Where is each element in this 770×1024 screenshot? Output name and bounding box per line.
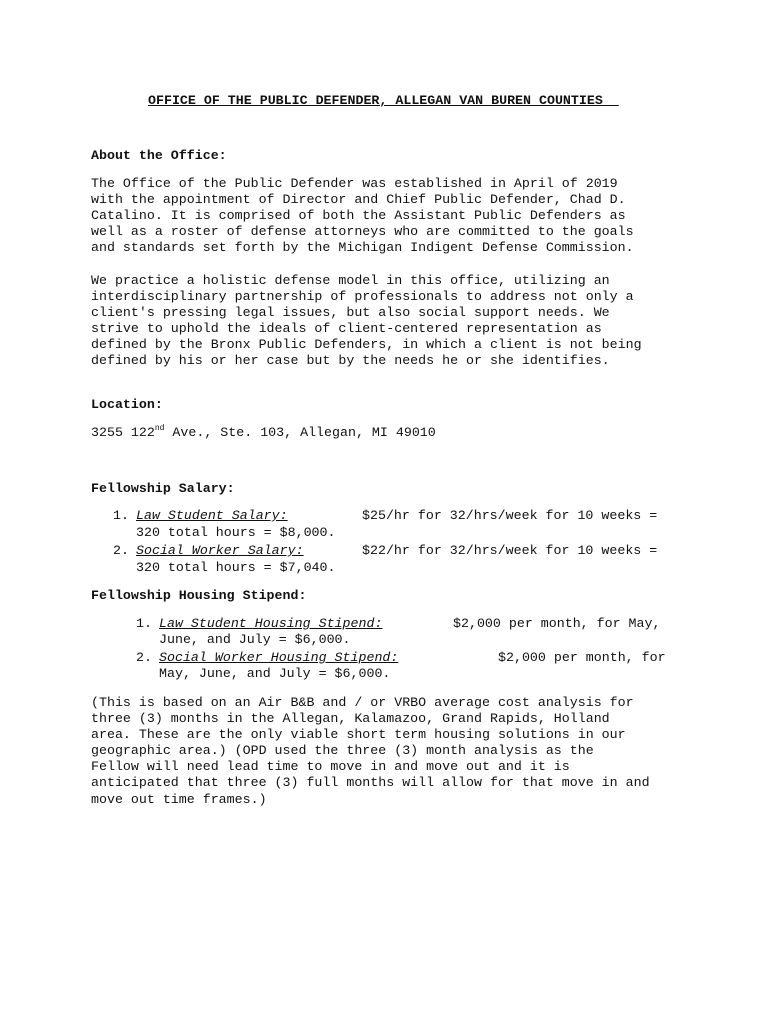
- stipend-item-label: Law Student Housing Stipend:: [159, 616, 383, 631]
- address-ordinal: nd: [154, 424, 165, 433]
- salary-item-value: $25/hr for 32/hrs/week for 10 weeks =: [362, 508, 658, 523]
- salary-item-number: 2.: [113, 543, 129, 558]
- location-heading: Location:: [91, 397, 163, 412]
- salary-item-value: $22/hr for 32/hrs/week for 10 weeks =: [362, 543, 658, 558]
- stipend-item-label: Social Worker Housing Stipend:: [159, 650, 399, 665]
- salary-item-continuation: 320 total hours = $8,000.: [136, 525, 336, 540]
- stipend-item-continuation: June, and July = $6,000.: [159, 632, 351, 647]
- page-title: OFFICE OF THE PUBLIC DEFENDER, ALLEGAN VAN BUREN COUNTIES: [148, 93, 619, 108]
- about-heading: About the Office:: [91, 148, 227, 163]
- stipend-heading: Fellowship Housing Stipend:: [91, 588, 307, 603]
- cost-analysis-note: (This is based on an Air B&B and / or VRBO average cost analysis for three (3) months in the Allegan, Kalamazoo, Grand Rapids, Holland area. These are the only viable short term housing solutions in our geographic area.) (OPD used the three (3) month analysis as the Fellow will need lead time to move in and move out and it is anticipated that three (3) full months will allow for that move in and move out time frames.): [91, 695, 650, 807]
- stipend-item-number: 1.: [136, 616, 152, 631]
- about-paragraph-1: The Office of the Public Defender was established in April of 2019 with the appointment of Director and Chief Public Defender, Chad D. Catalino. It is comprised of both the Assistant Public Defenders as well as a roster of defense attorneys who are committed to the goals and standards set forth by the Michigan Indigent Defense Commission.: [91, 176, 634, 256]
- address-prefix: 3255 122: [91, 425, 155, 440]
- salary-item-number: 1.: [113, 508, 129, 523]
- stipend-item-value: $2,000 per month, for: [498, 650, 666, 665]
- stipend-item-continuation: May, June, and July = $6,000.: [159, 666, 391, 681]
- salary-item-label: Social Worker Salary:: [136, 543, 304, 558]
- stipend-item-number: 2.: [136, 650, 152, 665]
- salary-heading: Fellowship Salary:: [91, 481, 235, 496]
- salary-item-continuation: 320 total hours = $7,040.: [136, 560, 336, 575]
- location-address: [91, 425, 436, 441]
- address-suffix: Ave., Ste. 103, Allegan, MI 49010: [164, 425, 436, 440]
- about-paragraph-2: We practice a holistic defense model in this office, utilizing an interdisciplinary partnership of professionals to address not only a client's pressing legal issues, but also social support needs. We strive to uphold the ideals of client-centered representation as defined by the Bronx Public Defenders, in which a client is not being defined by his or her case but by the needs he or she identifies.: [91, 273, 642, 369]
- salary-item-label: Law Student Salary:: [136, 508, 288, 523]
- stipend-item-value: $2,000 per month, for May,: [453, 616, 661, 631]
